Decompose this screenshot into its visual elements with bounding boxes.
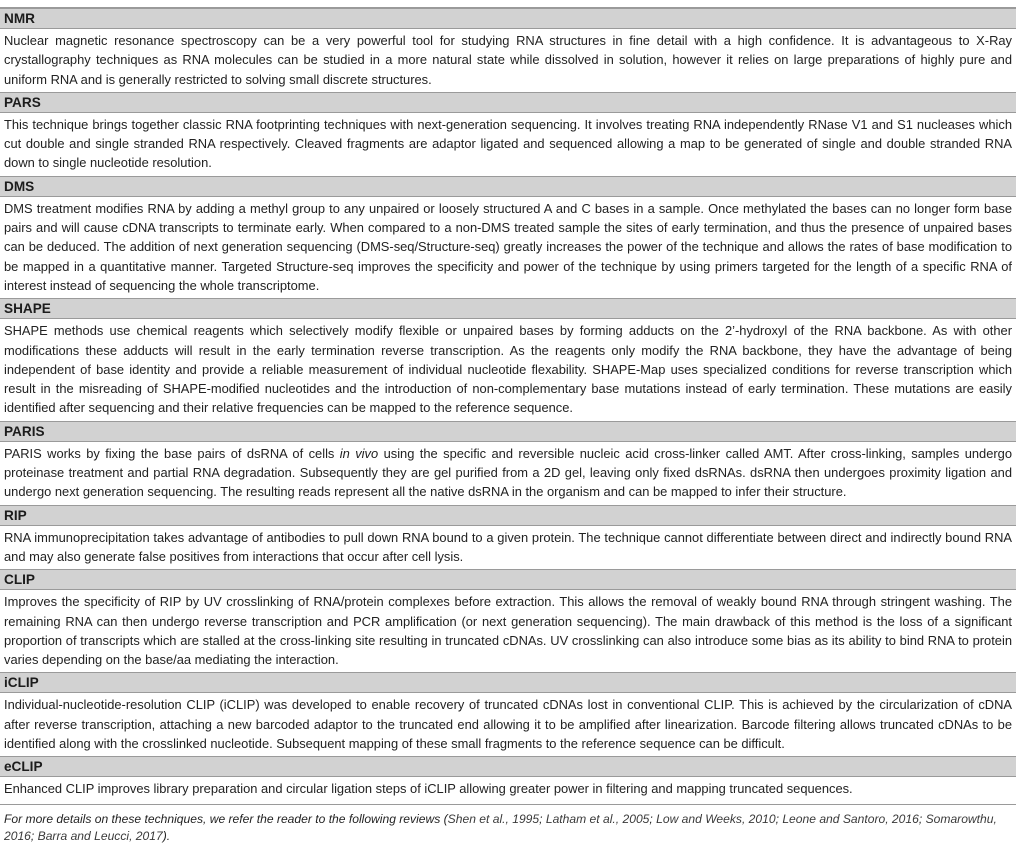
row-heading-paris: PARIS xyxy=(0,421,1016,442)
row-heading-nmr: NMR xyxy=(0,8,1016,29)
footnote-separator: ; xyxy=(30,828,38,843)
row-heading-shape: SHAPE xyxy=(0,298,1016,319)
techniques-table xyxy=(0,7,1016,845)
paris-text-before: PARIS works by fixing the base pairs of dsRNA of cells xyxy=(4,445,340,461)
row-body-shape: SHAPE methods use chemical reagents which selectively modify flexible or unpaired bases by forming adducts on the 2’-hydroxyl of the RNA backbone. As with other modifications these adducts will result in the early termination reverse transcription. As the reagents only modify the RNA backbone, they have the advantage of being independent of base identity and provide a reliable measurement of individual nucleotide flexability. SHAPE-Map uses specialized conditions for reverse transcription which result in the misreading of SHAPE-modified nucleotides and the introduction of non-complementary base mutations instead of early termination. These mutations are easily identified after sequencing and their relative frequencies can be mapped to the reference sequence. xyxy=(4,323,1012,416)
footnote-separator: ; xyxy=(775,811,783,826)
row-heading-pars: PARS xyxy=(0,92,1016,113)
paris-text-after: using the specific and reversible nucleic acid cross-linker called AMT. After cross-linking, samples undergo proteinase treatment and partial RNA degradation. Subsequently they are gel purified from a 2D gel, leaving only fixed dsRNAs. dsRNA then undergoes proximity ligation and undergo next generation sequencing. The resulting reads represent all the native dsRNA in the organism and can be mapped to infer their structure. xyxy=(4,445,1013,500)
footnote-separator: ; xyxy=(539,811,546,826)
footnote-tail: ). xyxy=(162,828,171,843)
paris-text-italic: in vivo xyxy=(339,445,379,461)
row-body-rip: RNA immunoprecipitation takes advantage of antibodies to pull down RNA bound to a given protein. The technique cannot differentiate between direct and indirectly bound RNA and may also generate false positives from interactions that occur after cell lysis. xyxy=(4,529,1012,564)
row-body-pars: This technique brings together classic RNA footprinting techniques with next-generation sequencing. It involves treating RNA independently RNase V1 and S1 nucleases which cut double and single stranded RNA respectively. Cleaved fragments are adaptor ligated and sequenced allowing a map to be generated of single and double stranded RNA down to single nucleotide resolution. xyxy=(4,116,1012,171)
row-body-paris xyxy=(0,442,1016,505)
row-body-iclip: Individual-nucleotide-resolution CLIP (iCLIP) was developed to enable recovery of truncated cDNAs lost in conventional CLIP. This is achieved by the circularization of cDNA after reverse transcription, attaching a new barcoded adaptor to the truncated end allowing it to be amplified after linearization. Barcode filtering allows truncated cDNAs to be identified along with the crosslinked nucleotide. Subsequent mapping of these small fragments to the reference sequence can be difficult. xyxy=(4,697,1012,752)
row-heading-eclip: eCLIP xyxy=(0,756,1016,777)
footnote-separator: ; xyxy=(649,811,657,826)
row-heading-rip: RIP xyxy=(0,505,1016,526)
footnote-ref-link[interactable]: Somarowthu, 2016 xyxy=(4,811,997,843)
footnote-separator: ; xyxy=(918,811,926,826)
footnote-ref-link[interactable]: Latham et al., 2005 xyxy=(545,811,650,826)
footnote-ref-link[interactable]: Barra and Leucci, 2017 xyxy=(37,828,163,843)
footnote-lead: For more details on these techniques, we refer the reader to the following reviews ( xyxy=(4,811,448,826)
row-body-eclip: Enhanced CLIP improves library preparation and circular ligation steps of iCLIP allowing greater power in filtering and mapping truncated sequences. xyxy=(4,781,853,797)
footnote-ref-link[interactable]: Leone and Santoro, 2016 xyxy=(782,811,919,826)
row-heading-iclip: iCLIP xyxy=(0,672,1016,693)
footnote-ref-link[interactable]: Shen et al., 1995 xyxy=(447,811,540,826)
table-footnote xyxy=(0,805,1016,845)
row-body-clip: Improves the specificity of RIP by UV crosslinking of RNA/protein complexes before extraction. This allows the removal of weakly bound RNA through stringent washing. The remaining RNA can then undergo reverse transcription and PCR amplification (or next generation sequencing). The main drawback of this method is the loss of a significant proportion of transcripts which are stalled at the cross-linking site resulting in truncated cDNAs. UV crosslinking can also introduce some bias as its ability to bind RNA to protein varies depending on the base/aa mediating the interaction. xyxy=(4,594,1012,668)
row-heading-clip: CLIP xyxy=(0,569,1016,590)
row-body-dms: DMS treatment modifies RNA by adding a methyl group to any unpaired or loosely structured A and C bases in a sample. Once methylated the bases can no longer form base pairs and will cause cDNA transcripts to terminate early. When compared to a non-DMS treated sample the sites of early termination, and thus the presence of unpaired bases can be deduced. The addition of next generation sequencing (DMS-seq/Structure-seq) greatly increases the power of the technique and allows the rates of base modification to be mapped in a quantitative manner. Targeted Structure-seq improves the specificity and power of the technique by using primers targeted for the length of a specific RNA of interest instead of sequencing the whole transcriptome. xyxy=(4,200,1012,293)
row-heading-dms: DMS xyxy=(0,176,1016,197)
row-body-nmr: Nuclear magnetic resonance spectroscopy can be a very powerful tool for studying RNA structures in fine detail with a high confidence. It is advantageous to X-Ray crystallography techniques as RNA molecules can be studied in a more natural state while dissolved in solution, however it relies on large preparations of highly pure and uniform RNA and is generally restricted to solving small discrete structures. xyxy=(4,33,1012,87)
footnote-ref-link[interactable]: Low and Weeks, 2010 xyxy=(656,811,776,826)
